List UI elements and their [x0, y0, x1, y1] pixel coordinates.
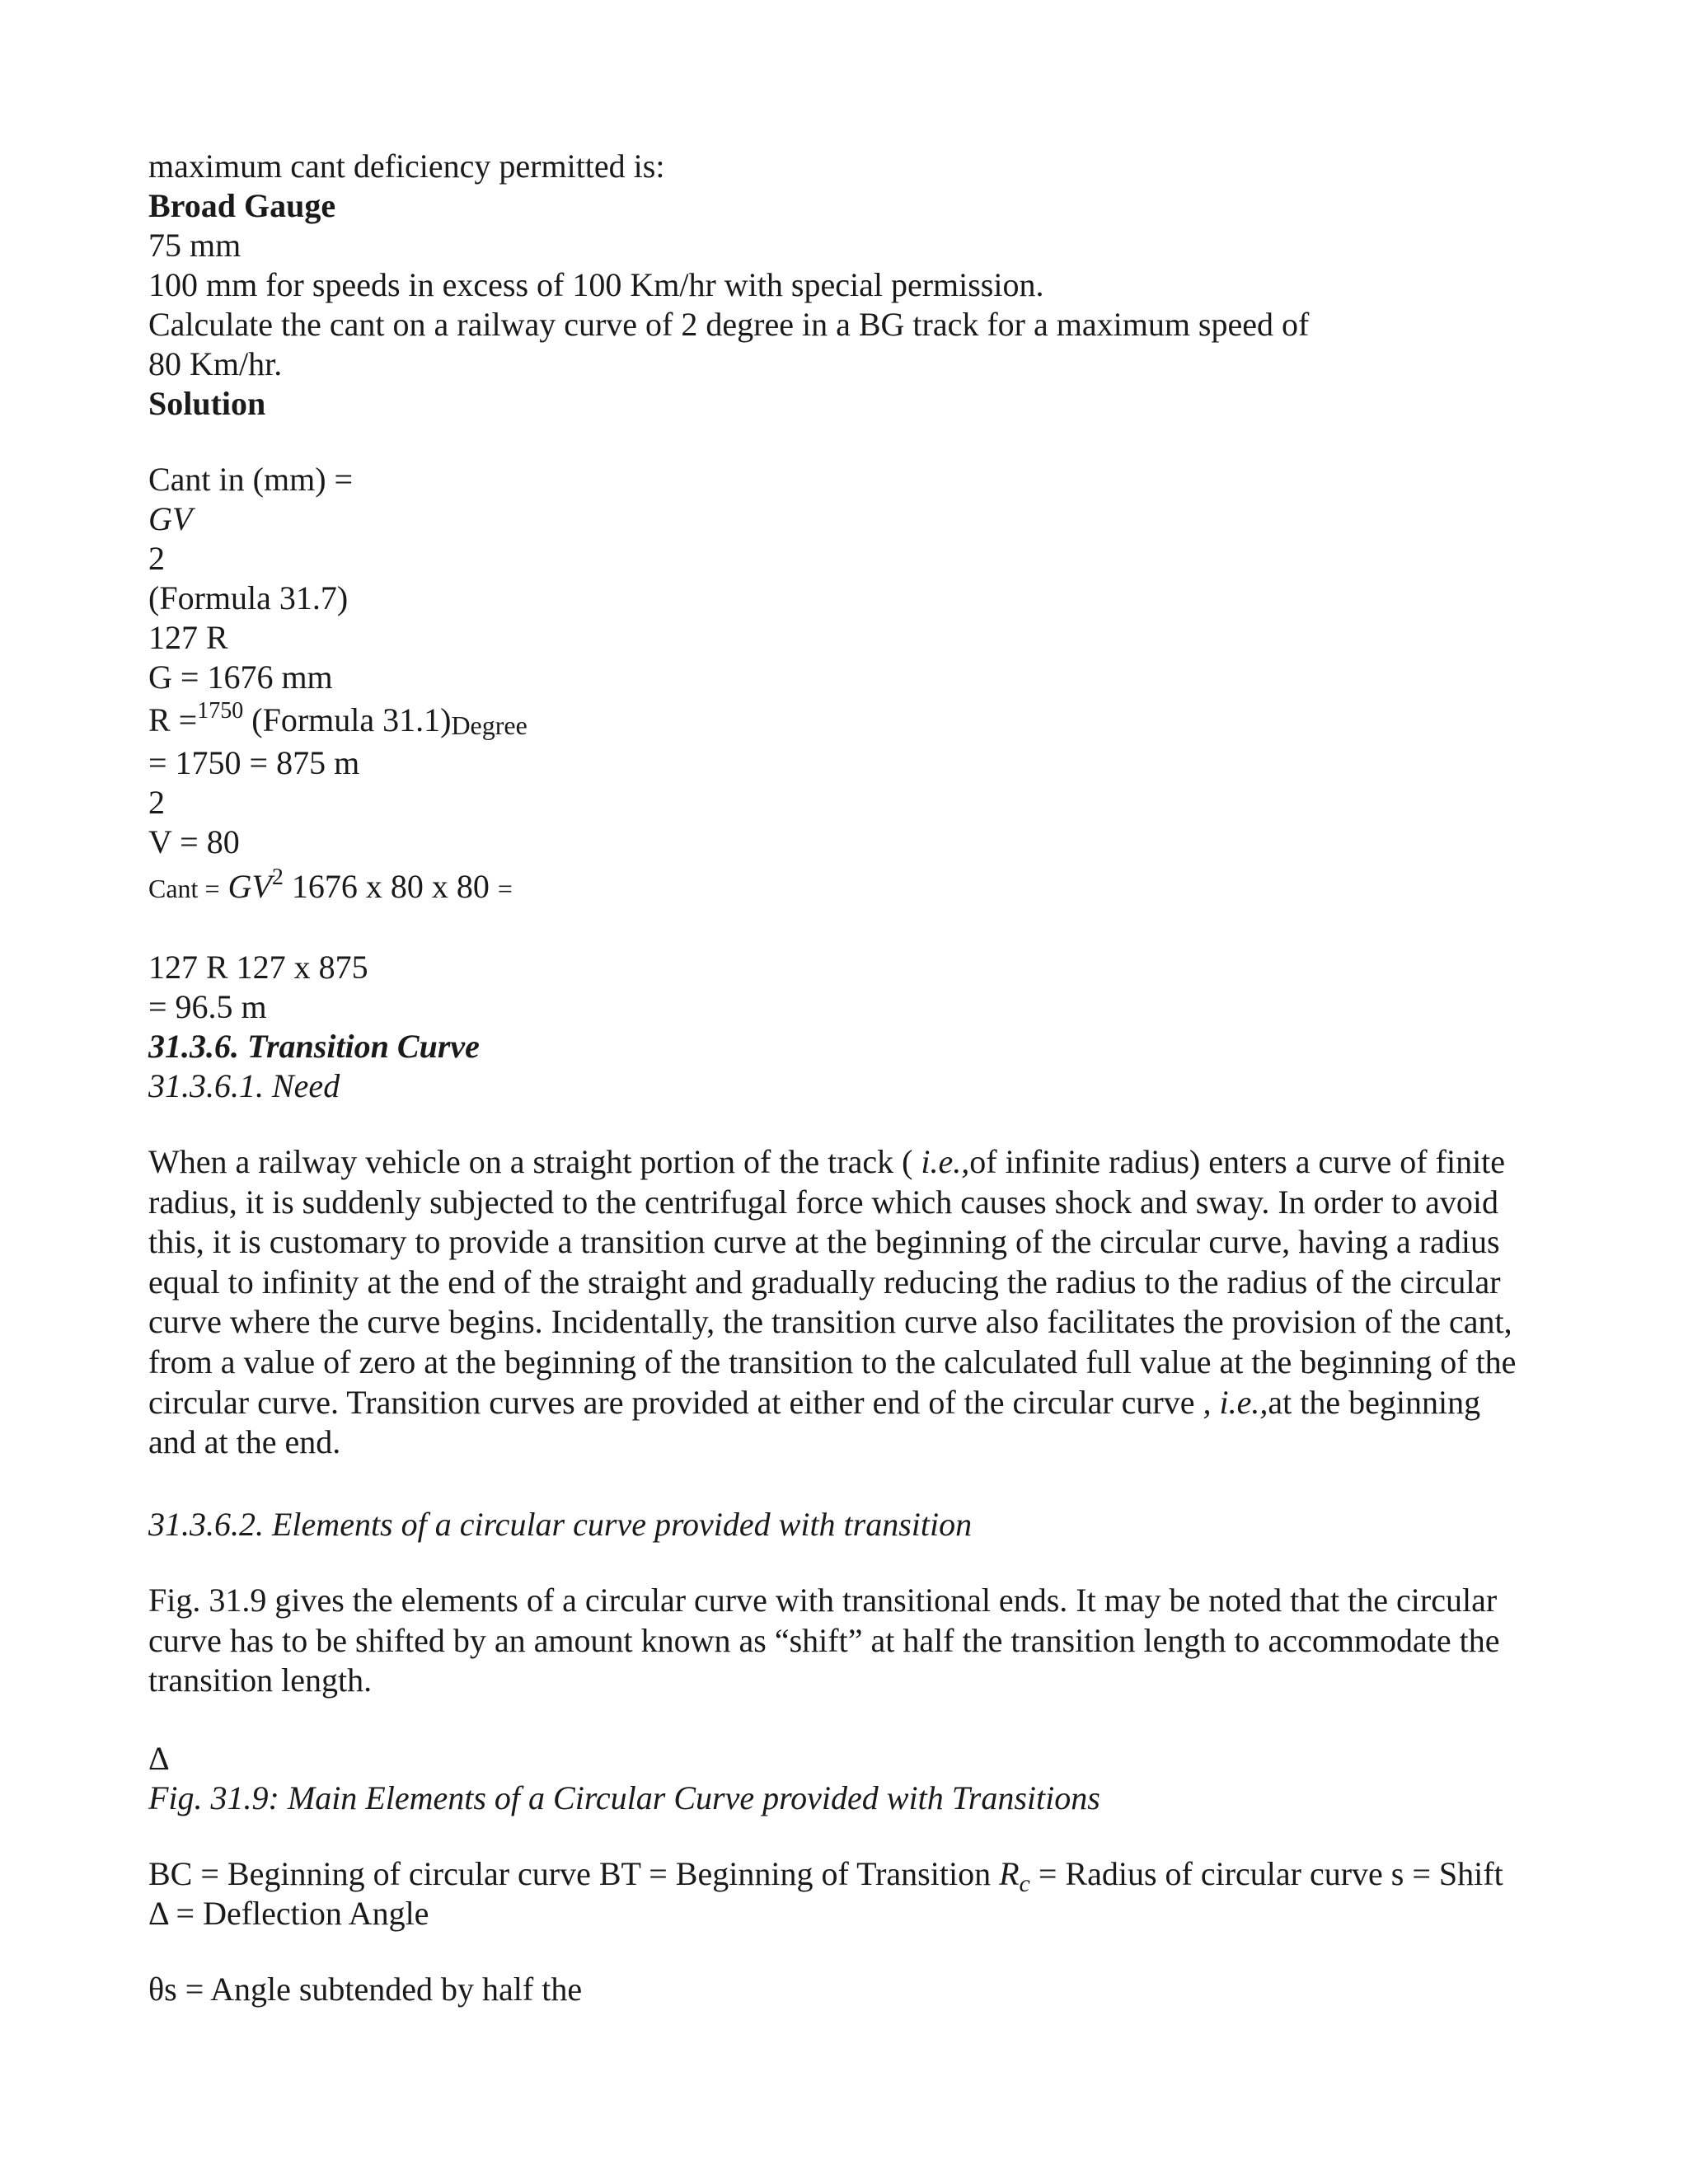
paragraph-line: radius, it is suddenly subjected to the centrifugal force which causes shock and sway. In order to avoid [148, 1183, 1499, 1221]
radius-formula-line [148, 698, 528, 744]
subsection-need: 31.3.6.1. Need [148, 1067, 340, 1104]
problem-line-1: Calculate the cant on a railway curve of 2 degree in a BG track for a maximum speed of [148, 306, 1310, 343]
radius-denominator: 2 [148, 784, 165, 821]
text-run-italic: i.e., [921, 1143, 970, 1180]
legend-line-2: Δ = Deflection Angle [148, 1895, 429, 1932]
radius-result: = 1750 = 875 m [148, 744, 360, 781]
subsection-elements: 31.3.6.2. Elements of a circular curve provided with transition [148, 1506, 973, 1543]
formula-numerator: GV [148, 500, 193, 537]
problem-line-2: 80 Km/hr. [148, 345, 283, 382]
paragraph-line: transition length. [148, 1661, 373, 1699]
text-run: of infinite radius) enters a curve of finite [969, 1143, 1506, 1180]
broad-gauge-heading: Broad Gauge [148, 187, 336, 224]
text-run: = Radius of circular curve s = Shift [1029, 1855, 1503, 1892]
figure-caption: Fig. 31.9: Main Elements of a Circular Curve provided with Transitions [148, 1779, 1100, 1816]
paragraph-line: this, it is customary to provide a transition curve at the beginning of the circular curve, having a radius [148, 1223, 1500, 1261]
text-run: at the beginning [1268, 1383, 1481, 1421]
gauge-value: G = 1676 mm [148, 658, 333, 696]
cant-equation-exponent: 2 [271, 865, 284, 890]
radius-degree: Degree [451, 710, 528, 740]
solution-heading: Solution [148, 385, 266, 422]
legend-line-3: θs = Angle subtended by half the [148, 1971, 583, 2008]
intro-line: maximum cant deficiency permitted is: [148, 148, 665, 185]
paragraph-need [148, 1142, 1550, 1463]
cant-result: = 96.5 m [148, 988, 267, 1025]
radius-superscript: 1750 [197, 698, 244, 724]
deficiency-value-1: 75 mm [148, 227, 241, 264]
rc-subscript: c [1019, 1870, 1030, 1897]
cant-equation-gv: GV [227, 868, 272, 905]
delta-symbol: Δ [148, 1740, 170, 1777]
text-run: When a railway vehicle on a straight portion of the track ( [148, 1143, 921, 1180]
paragraph-elements [148, 1581, 1550, 1701]
deficiency-value-2: 100 mm for speeds in excess of 100 Km/hr with special permission. [148, 266, 1044, 303]
cant-equation-equals: = [497, 874, 513, 903]
legend-line-1 [148, 1854, 1503, 1897]
formula-denominator: 127 R [148, 619, 228, 656]
speed-value: V = 80 [148, 823, 240, 860]
paragraph-line: and at the end. [148, 1423, 341, 1461]
paragraph-line: Fig. 31.9 gives the elements of a circular curve with transitional ends. It may be noted that the circular [148, 1582, 1498, 1619]
radius-prefix: R = [148, 701, 198, 738]
section-title: 31.3.6. Transition Curve [148, 1028, 480, 1065]
rc-symbol: R [999, 1855, 1020, 1892]
cant-equation-denominator: 127 R 127 x 875 [148, 949, 368, 986]
text-run: BC = Beginning of circular curve BT = Beginning of Transition [148, 1855, 1000, 1892]
text-run: circular curve. Transition curves are provided at either end of the circular curve [148, 1383, 1203, 1421]
text-run-italic: , i.e., [1203, 1383, 1268, 1421]
formula-reference: (Formula 31.7) [148, 579, 349, 616]
cant-equation-label: Cant = [148, 874, 220, 903]
paragraph-line: equal to infinity at the end of the straight and gradually reducing the radius to the radius of the circular [148, 1263, 1501, 1301]
paragraph-line [148, 1383, 1550, 1423]
paragraph-line [148, 1142, 1550, 1183]
formula-exponent: 2 [148, 540, 165, 577]
paragraph-line: from a value of zero at the beginning of the transition to the calculated full value at the beginning of the [148, 1343, 1517, 1380]
cant-label: Cant in (mm) = [148, 461, 354, 498]
radius-formula-ref: (Formula 31.1) [251, 701, 452, 738]
cant-equation-line [148, 867, 513, 911]
paragraph-line: curve has to be shifted by an amount known as “shift” at half the transition length to accommodate the [148, 1621, 1500, 1659]
paragraph-line: curve where the curve begins. Incidentally, the transition curve also facilitates the provision of the cant, [148, 1303, 1512, 1341]
cant-equation-numerator: 1676 x 80 x 80 [291, 868, 490, 905]
